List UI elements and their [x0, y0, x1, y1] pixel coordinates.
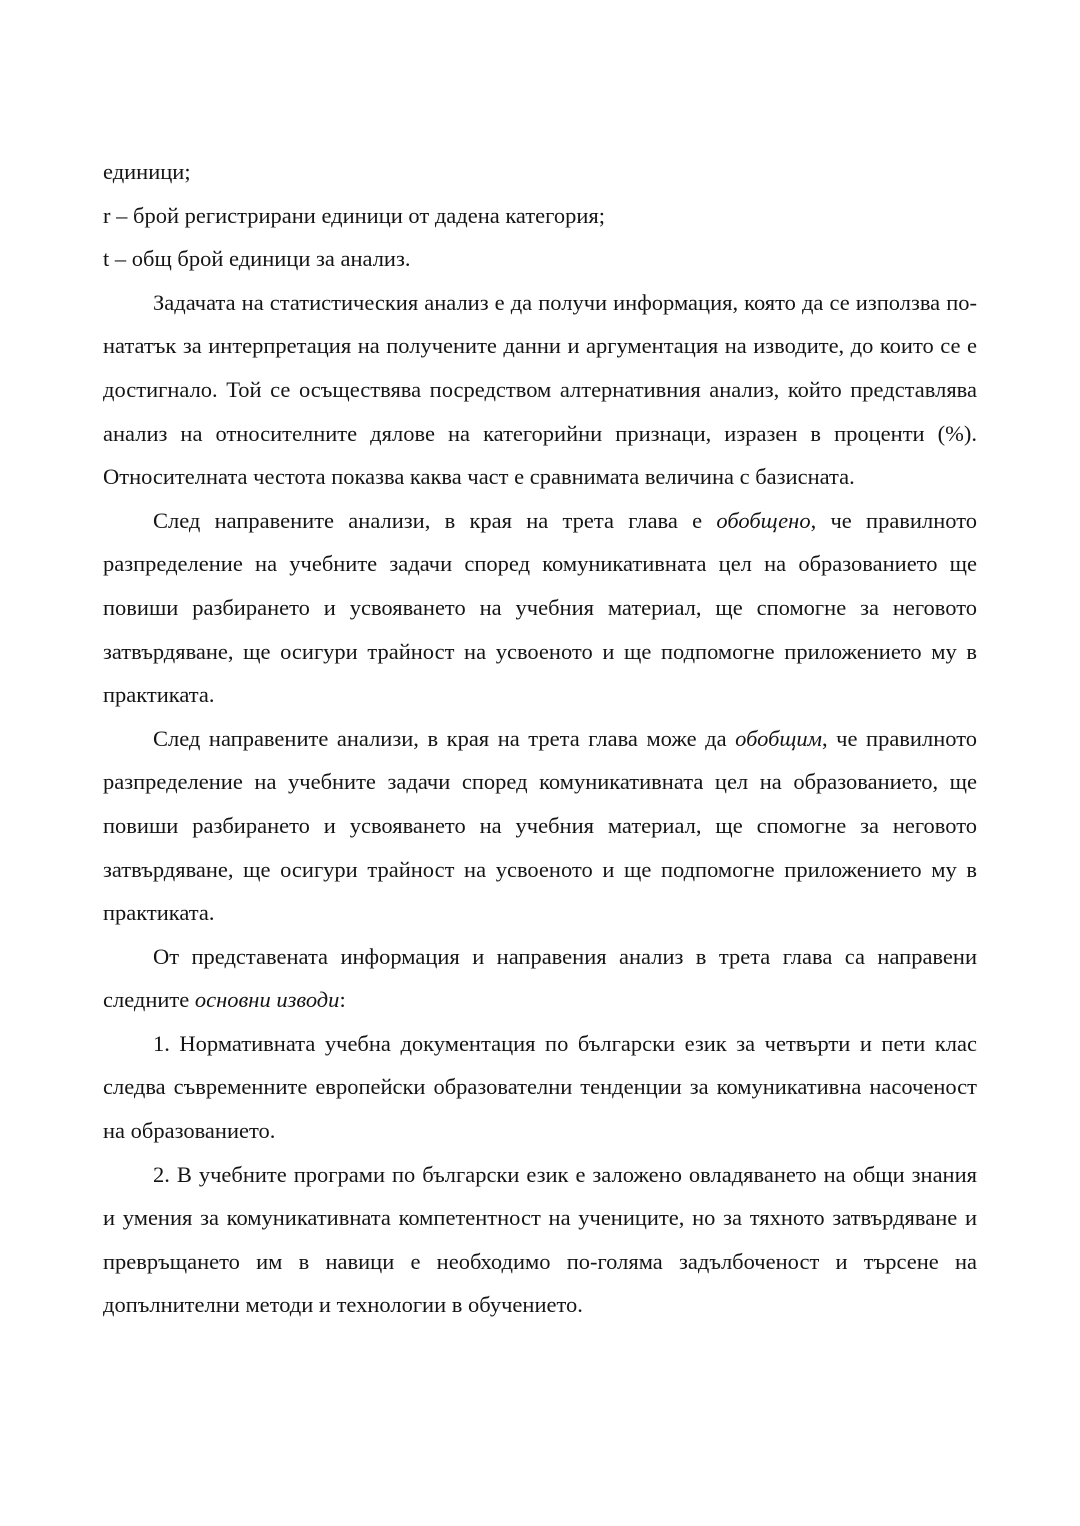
- conclusion-item-1: 1. Нормативната учебна документация по български език за четвърти и пети клас следва съвременните европейски образователни тенденции за комуникативна насоченост на образованието.: [103, 1030, 977, 1144]
- variable-definition-r: r – брой регистрирани единици от дадена категория;: [103, 202, 605, 228]
- paragraph-conclusions-intro-text-b: :: [339, 987, 346, 1013]
- paragraph-summary-1: [103, 499, 977, 717]
- paragraph-conclusions-intro: [103, 935, 977, 1022]
- paragraph-summary-1-text-a: След направените анализи, в края на трета глава е: [153, 507, 717, 533]
- paragraph-summary-1-text-b: , че правилното разпределение на учебните задачи според комуникативната цел на образованието ще повиши разбирането и усвояването на учебния материал, ще спомогне за неговото затвърдяване, ще осигури трайност на усвоеното и ще подпомогне приложението му в практиката.: [103, 507, 977, 708]
- paragraph-summary-2: [103, 717, 977, 935]
- document-body: [103, 150, 977, 1327]
- paragraph-summary-2-text-b: , че правилното разпределение на учебните задачи според комуникативната цел на образованието, ще повиши разбирането и усвояването на учебния материал, ще спомогне за неговото затвърдяване, ще осигури трайност на усвоеното и ще подпомогне приложението му в практиката.: [103, 725, 977, 926]
- paragraph-summary-1-emphasis: обобщено: [716, 507, 811, 533]
- paragraph-statistical-analysis: Задачата на статистическия анализ е да получи информация, която да се използва по-нататък за интерпретация на получените данни и аргументация на изводите, до които се е достигнало. Той се осъществява посредством алтернативния анализ, който представлява анализ на относителните дялове на категорийни признаци, изразен в проценти (%). Относителната честота показва каква част е сравнимата величина с базисната.: [103, 289, 977, 490]
- paragraph-conclusions-intro-text-a: От представената информация и направения анализ в трета глава са направени следните: [103, 943, 977, 1013]
- variable-definition-t: t – общ брой единици за анализ.: [103, 246, 411, 272]
- paragraph-summary-2-emphasis: обобщим: [735, 725, 822, 751]
- paragraph-summary-2-text-a: След направените анализи, в края на трета глава може да: [153, 725, 736, 751]
- conclusion-item-2: 2. В учебните програми по български език е заложено овладяването на общи знания и умения за комуникативната компетентност на учениците, но за тяхното затвърдяване и превръщането им в навици е необходимо по-голяма задълбоченост и търсене на допълнителни методи и технологии в обучението.: [103, 1161, 977, 1318]
- paragraph-conclusions-intro-emphasis: основни изводи: [194, 987, 340, 1013]
- continuation-line: единици;: [103, 159, 191, 184]
